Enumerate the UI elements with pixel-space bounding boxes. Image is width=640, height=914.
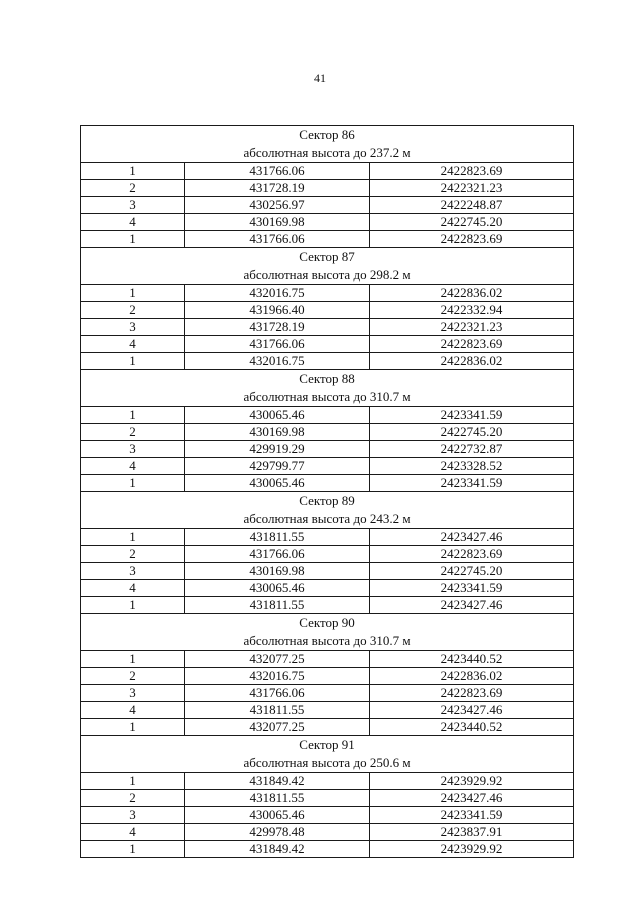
table-row [81,180,574,197]
point-number-cell: 2 [81,302,185,319]
point-number-cell: 3 [81,563,185,580]
point-number-cell: 3 [81,807,185,824]
table-row [81,841,574,858]
sector-title: Сектор 87 [299,249,355,264]
sector-header [81,126,574,163]
sector-height-label: абсолютная высота до 250.6 м [243,755,411,770]
table-row [81,597,574,614]
y-coordinate-cell: 2422823.69 [370,163,574,180]
y-coordinate-cell: 2422321.23 [370,319,574,336]
table-row [81,807,574,824]
table-row [81,580,574,597]
table-row [81,773,574,790]
y-coordinate-cell: 2422745.20 [370,563,574,580]
x-coordinate-cell: 430169.98 [185,214,370,231]
table-row [81,702,574,719]
y-coordinate-cell: 2423427.46 [370,597,574,614]
point-number-cell: 1 [81,163,185,180]
x-coordinate-cell: 430065.46 [185,475,370,492]
y-coordinate-cell: 2423427.46 [370,790,574,807]
y-coordinate-cell: 2422823.69 [370,546,574,563]
table-row [81,163,574,180]
y-coordinate-cell: 2423837.91 [370,824,574,841]
sector-header [81,736,574,773]
x-coordinate-cell: 429919.29 [185,441,370,458]
x-coordinate-cell: 429799.77 [185,458,370,475]
point-number-cell: 4 [81,336,185,353]
point-number-cell: 1 [81,719,185,736]
x-coordinate-cell: 430256.97 [185,197,370,214]
point-number-cell: 3 [81,319,185,336]
table-row [81,668,574,685]
y-coordinate-cell: 2422745.20 [370,424,574,441]
sector-header [81,370,574,407]
point-number-cell: 4 [81,702,185,719]
page-number: 41 [314,71,326,85]
sector-header [81,248,574,285]
x-coordinate-cell: 431728.19 [185,319,370,336]
table-row [81,458,574,475]
x-coordinate-cell: 431966.40 [185,302,370,319]
table-row [81,319,574,336]
point-number-cell: 1 [81,285,185,302]
sector-header-row [81,736,574,773]
x-coordinate-cell: 431766.06 [185,546,370,563]
sector-height-label: абсолютная высота до 310.7 м [243,633,411,648]
point-number-cell: 4 [81,580,185,597]
point-number-cell: 4 [81,458,185,475]
point-number-cell: 1 [81,773,185,790]
y-coordinate-cell: 2423341.59 [370,807,574,824]
point-number-cell: 2 [81,180,185,197]
y-coordinate-cell: 2422836.02 [370,285,574,302]
sector-header-row [81,370,574,407]
point-number-cell: 1 [81,475,185,492]
table-row [81,197,574,214]
table-row [81,353,574,370]
x-coordinate-cell: 432077.25 [185,651,370,668]
x-coordinate-cell: 431766.06 [185,685,370,702]
point-number-cell: 1 [81,597,185,614]
x-coordinate-cell: 430065.46 [185,807,370,824]
y-coordinate-cell: 2423427.46 [370,529,574,546]
x-coordinate-cell: 429978.48 [185,824,370,841]
y-coordinate-cell: 2422823.69 [370,336,574,353]
sector-height-label: абсолютная высота до 310.7 м [243,389,411,404]
table-row [81,546,574,563]
x-coordinate-cell: 431811.55 [185,790,370,807]
x-coordinate-cell: 431811.55 [185,529,370,546]
table-row [81,824,574,841]
x-coordinate-cell: 431811.55 [185,597,370,614]
sector-header-row [81,248,574,285]
y-coordinate-cell: 2423929.92 [370,841,574,858]
y-coordinate-cell: 2423328.52 [370,458,574,475]
sector-title: Сектор 89 [299,493,355,508]
x-coordinate-cell: 430065.46 [185,407,370,424]
point-number-cell: 2 [81,424,185,441]
sector-title: Сектор 91 [299,737,355,752]
y-coordinate-cell: 2422248.87 [370,197,574,214]
table-row [81,424,574,441]
x-coordinate-cell: 431849.42 [185,841,370,858]
y-coordinate-cell: 2422823.69 [370,685,574,702]
x-coordinate-cell: 432016.75 [185,353,370,370]
sector-title: Сектор 90 [299,615,355,630]
point-number-cell: 3 [81,197,185,214]
x-coordinate-cell: 432016.75 [185,285,370,302]
table-row [81,685,574,702]
point-number-cell: 1 [81,353,185,370]
table-row [81,214,574,231]
point-number-cell: 2 [81,668,185,685]
sector-title: Сектор 86 [299,127,355,142]
x-coordinate-cell: 431728.19 [185,180,370,197]
sector-header-row [81,492,574,529]
y-coordinate-cell: 2423341.59 [370,407,574,424]
y-coordinate-cell: 2422823.69 [370,231,574,248]
point-number-cell: 3 [81,441,185,458]
point-number-cell: 2 [81,790,185,807]
sectors-table [80,125,574,858]
sector-height-label: абсолютная высота до 243.2 м [243,511,411,526]
y-coordinate-cell: 2423427.46 [370,702,574,719]
y-coordinate-cell: 2422745.20 [370,214,574,231]
sector-header-row [81,614,574,651]
sector-height-label: абсолютная высота до 237.2 м [243,145,411,160]
x-coordinate-cell: 431811.55 [185,702,370,719]
sector-header [81,614,574,651]
table-row [81,790,574,807]
x-coordinate-cell: 430169.98 [185,424,370,441]
point-number-cell: 1 [81,841,185,858]
y-coordinate-cell: 2422332.94 [370,302,574,319]
point-number-cell: 2 [81,546,185,563]
table-row [81,719,574,736]
point-number-cell: 1 [81,231,185,248]
y-coordinate-cell: 2422836.02 [370,353,574,370]
point-number-cell: 4 [81,824,185,841]
table-row [81,231,574,248]
y-coordinate-cell: 2423440.52 [370,719,574,736]
sector-height-label: абсолютная высота до 298.2 м [243,267,411,282]
table-row [81,475,574,492]
y-coordinate-cell: 2423341.59 [370,475,574,492]
x-coordinate-cell: 431766.06 [185,163,370,180]
point-number-cell: 1 [81,529,185,546]
table-row [81,651,574,668]
y-coordinate-cell: 2423929.92 [370,773,574,790]
x-coordinate-cell: 431766.06 [185,231,370,248]
x-coordinate-cell: 431849.42 [185,773,370,790]
sector-header [81,492,574,529]
table-row [81,302,574,319]
sector-header-row [81,126,574,163]
point-number-cell: 4 [81,214,185,231]
y-coordinate-cell: 2423341.59 [370,580,574,597]
point-number-cell: 3 [81,685,185,702]
point-number-cell: 1 [81,651,185,668]
table-row [81,285,574,302]
table-row [81,407,574,424]
point-number-cell: 1 [81,407,185,424]
table-row [81,441,574,458]
y-coordinate-cell: 2423440.52 [370,651,574,668]
table-row [81,563,574,580]
x-coordinate-cell: 430169.98 [185,563,370,580]
x-coordinate-cell: 430065.46 [185,580,370,597]
x-coordinate-cell: 432016.75 [185,668,370,685]
y-coordinate-cell: 2422836.02 [370,668,574,685]
sector-title: Сектор 88 [299,371,355,386]
x-coordinate-cell: 432077.25 [185,719,370,736]
x-coordinate-cell: 431766.06 [185,336,370,353]
sectors-table-body [81,126,574,858]
table-row [81,336,574,353]
y-coordinate-cell: 2422321.23 [370,180,574,197]
y-coordinate-cell: 2422732.87 [370,441,574,458]
table-row [81,529,574,546]
